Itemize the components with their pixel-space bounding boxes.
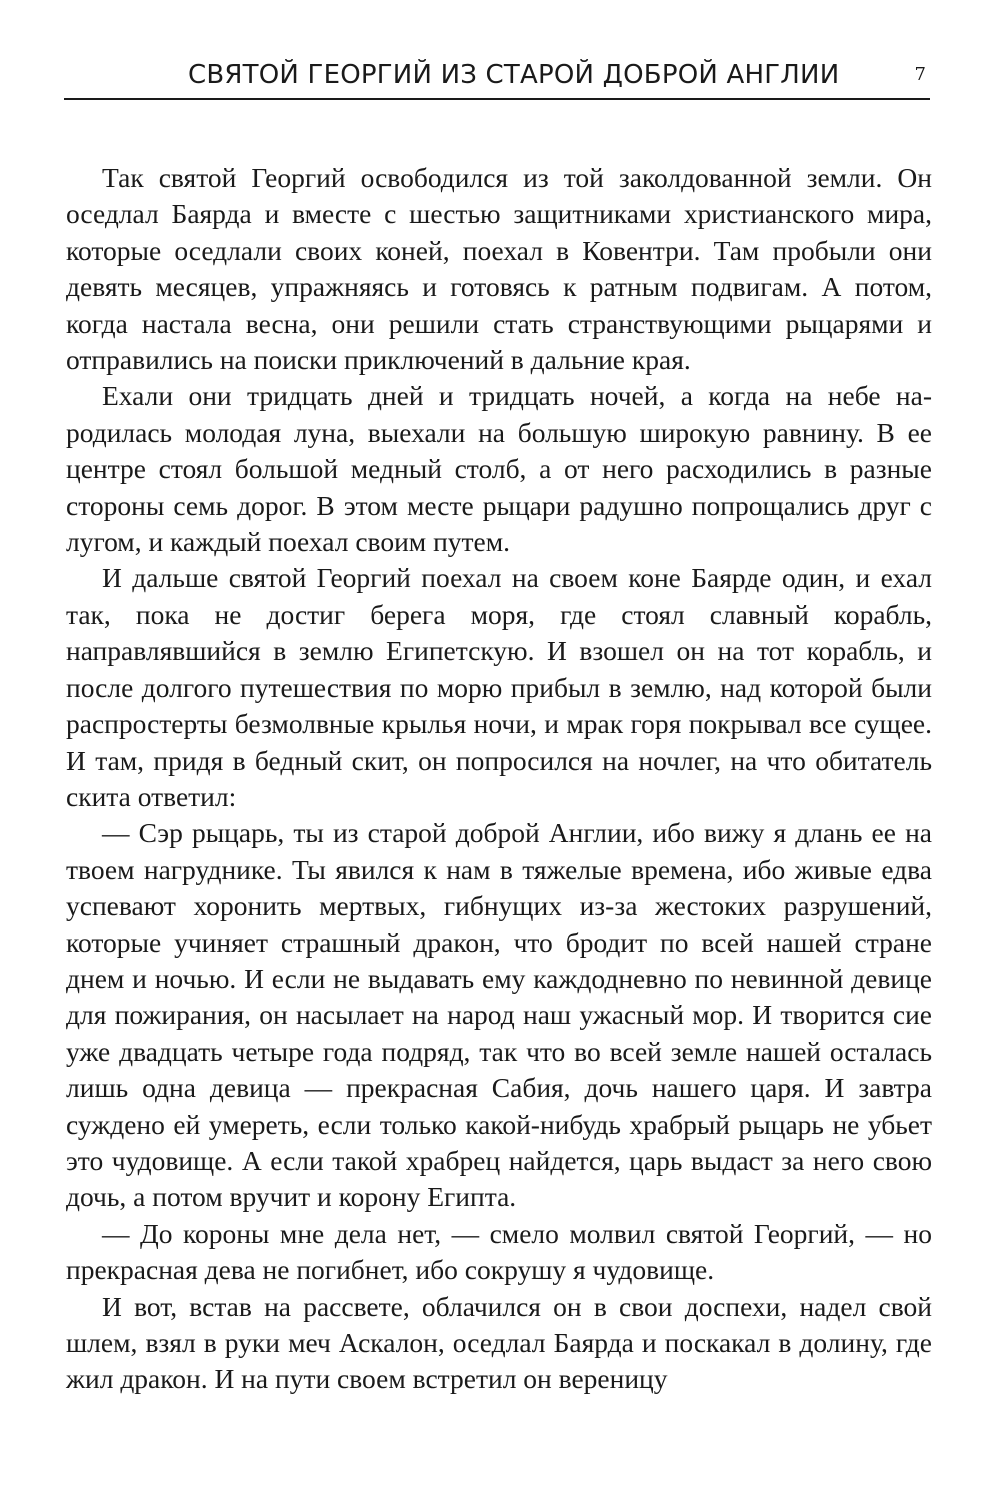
body-text xyxy=(66,160,932,1398)
paragraph: И вот, встав на рассвете, облачился он в свои доспехи, надел свой шлем, взял в руки меч Аскалон, оседлал Баярда и поскакал в долину, где жил дракон. И на пути своем встретил он вереницу xyxy=(66,1290,932,1395)
paragraph: И дальше святой Георгий поехал на своем коне Баярде один, и ехал так, пока не достиг берега моря, где стоял славный корабль, направлявшийся в землю Египетскую. И взошел он на тот корабль, и после долгого путешествия по морю прибыл в землю, над которой были распростерты безмолвные крылья ночи, и мрак горя покрывал все сущее. И там, придя в бедный скит, он попросился на ночлег, на что обитатель скита ответил: xyxy=(66,562,932,812)
page-number: 7 xyxy=(914,64,926,85)
running-title: СВЯТОЙ ГЕОРГИЙ ИЗ СТАРОЙ ДОБРОЙ АНГЛИИ xyxy=(188,60,840,90)
paragraph: — Сэр рыцарь, ты из старой доброй Англии, ибо вижу я длань ее на твоем нагруднике. Ты явился к нам в тяжелые времена, ибо живые едва успевают хоронить мертвых, гибнущих из-за жестоких разрушений, которые учиняет страшный дракон, что бродит по всей нашей стране днем и ночью. И если не выдавать ему каждодневно по невинной девице для пожирания, он насылает на народ наш ужасный мор. И творится сие уже двадцать четыре года подряд, так что во всей земле нашей осталась лишь одна девица — прекрасная Сабия, дочь нашего царя. И завтра суждено ей умереть, если только какой-нибудь храбрый рыцарь не убьет это чудовище. А если такой храбрец найдется, царь выдаст за него свою дочь, а потом вручит и корону Египта. xyxy=(66,817,932,1213)
running-header xyxy=(64,58,930,100)
paragraph: Так святой Георгий освободился из той заколдованной земли. Он оседлал Баярда и вместе с шестью защитниками христианского мира, которые оседлали своих коней, поехал в Ковентри. Там пробыли они девять месяцев, упражняясь и готовясь к ратным подвигам. А потом, когда настала весна, они решили стать странствующими рыцарями и отправились на поиски приключений в дальние края. xyxy=(66,162,932,376)
paragraph: Ехали они тридцать дней и тридцать ночей, а когда на небе народилась молодая луна, выехали на большую широкую равнину. В ее центре стоял большой медный столб, а от него расходились в разные стороны семь дорог. В этом месте рыцари радушно попрощались друг с лугом, и каждый поехал своим путем. xyxy=(66,380,932,558)
paragraph: — До короны мне дела нет, — смело молвил святой Георгий, — но прекрасная дева не погибнет, ибо сокрушу я чудовище. xyxy=(66,1217,932,1286)
